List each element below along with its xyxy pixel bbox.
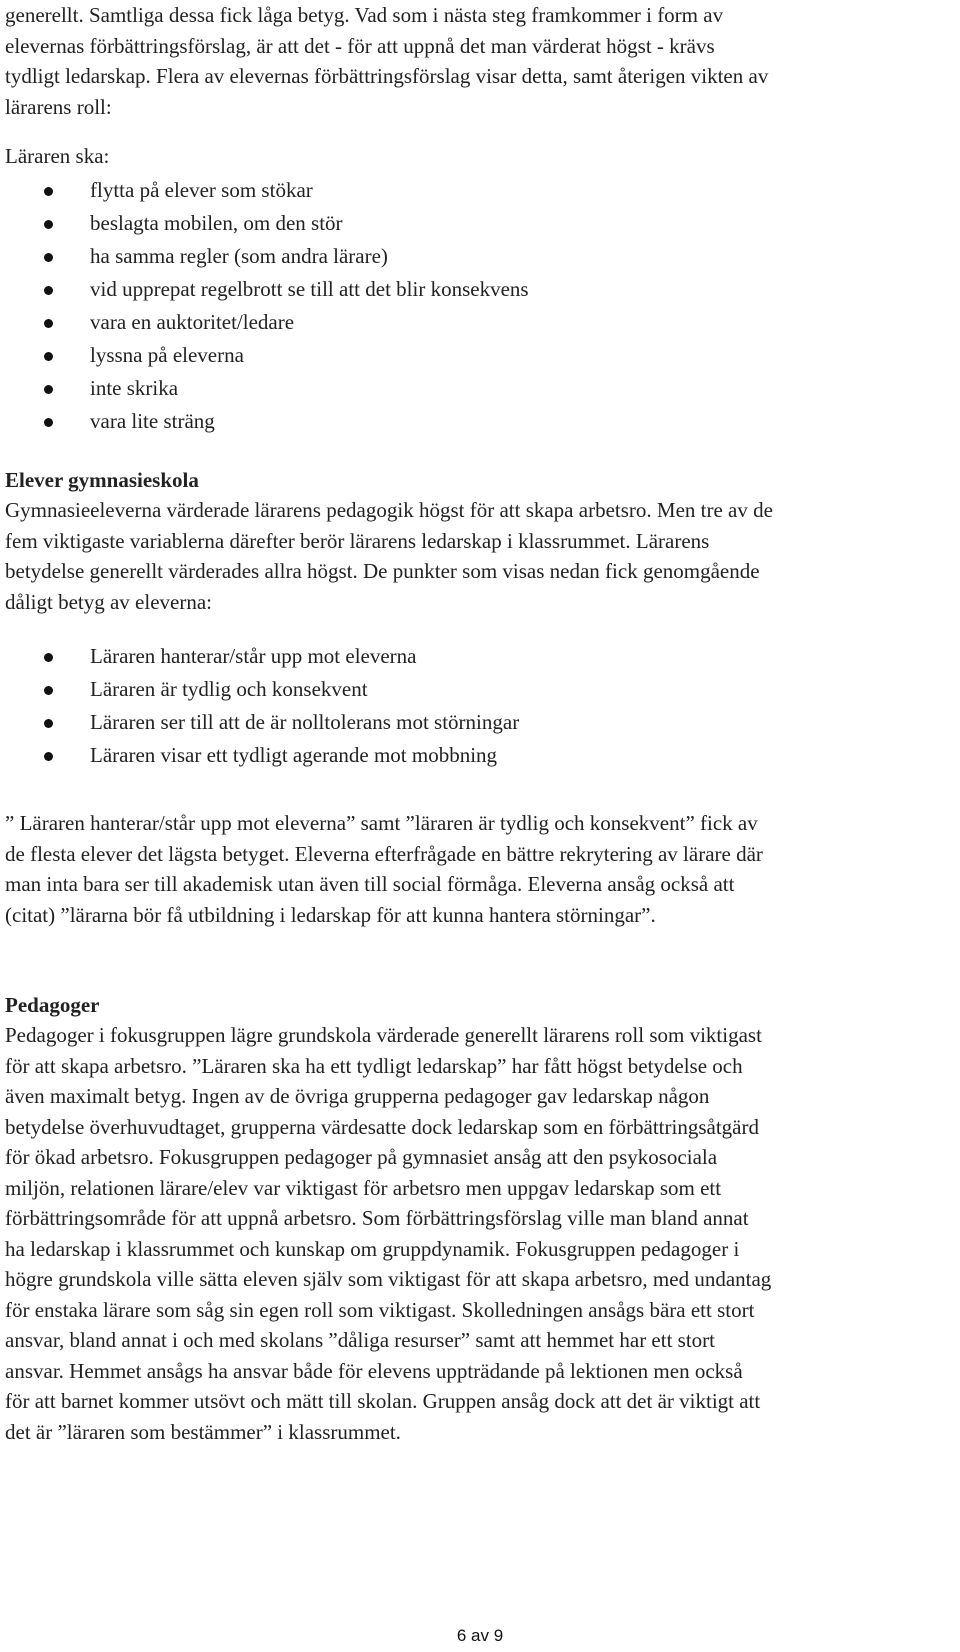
section-heading-elever: Elever gymnasieskola [5, 468, 199, 492]
bullet-icon [44, 319, 53, 328]
intro-line: tydligt ledarskap. Flera av elevernas förbättringsförslag visar detta, samt återigen vikten av [5, 64, 769, 88]
page-number: 6 av 9 [456, 1626, 504, 1645]
list-item: Läraren ser till att de är nolltolerans mot störningar [0, 706, 519, 739]
bullet-icon [44, 352, 53, 361]
intro-line: generellt. Samtliga dessa fick låga betyg. Vad som i nästa steg framkommer i form av [5, 3, 724, 27]
list-item: vara en auktoritet/ledare [0, 306, 529, 339]
section2-paragraph: Pedagoger i fokusgruppen lägre grundskola värderade generellt lärarens roll som viktigast för att skapa arbetsro. ”Läraren ska ha ett tydligt ledarskap” har fått högst betydelse och även maximalt betyg. Ingen av de övriga grupperna pedagoger gav ledarskap någon betydelse överhuvudtaget, grupperna värdesatte dock ledarskap som en förbättringsåtgärd för ökad arbetsro. Fokusgruppen pedagoger på gymnasiet ansåg att den psykosociala miljön, relationen lärare/elev var viktigast för arbetsro men uppgav ledarskap som ett förbättringsområde för att uppnå arbetsro. Som förbättringsförslag ville man bland annat ha ledarskap i klassrummet och kunskap om gruppdynamik. Fokusgruppen pedagoger i högre grundskola ville sätta eleven själv som viktigast för att skapa arbetsro, med undantag för enstaka lärare som såg sin egen roll som viktigast. Skolledningen ansågs bära ett stort ansvar, bland annat i och med skolans ”dåliga resurser” samt att hemmet har ett stort ansvar. Hemmet ansågs ha ansvar både för elevens uppträdande på lektionen men också för att barnet kommer utsövt och mätt till skolan. Gruppen ansåg dock att det är viktigt att det är ”läraren som bestämmer” i klassrummet. [5, 1023, 772, 1444]
bullet-icon [44, 286, 53, 295]
list-item: Läraren är tydlig och konsekvent [0, 673, 519, 706]
list-item: ha samma regler (som andra lärare) [0, 240, 529, 273]
intro-line: elevernas förbättringsförslag, är att det - för att uppnå det man värderat högst - krävs [5, 33, 715, 58]
list-item: vid upprepat regelbrott se till att det blir konsekvens [0, 273, 529, 306]
section1-after-paragraph: ” Läraren hanterar/står upp mot eleverna” samt ”läraren är tydlig och konsekvent” fick av de flesta elever det lägsta betyget. Eleverna efterfrågade en bättre rekrytering av lärare där man inta bara ser till akademisk utan även till social förmåga. Eleverna ansåg också att (citat) ”lärarna bör få utbildning i ledarskap för att kunna hantera störningar”. [5, 811, 763, 927]
bullet-icon [44, 752, 53, 761]
list-item: Läraren hanterar/står upp mot eleverna [0, 640, 519, 673]
section-heading-pedagoger: Pedagoger [5, 993, 100, 1017]
list-item: lyssna på eleverna [0, 339, 529, 372]
list-item: Läraren visar ett tydligt agerande mot mobbning [0, 739, 519, 772]
bullet-icon [44, 220, 53, 229]
intro-paragraph [5, 0, 945, 122]
bullet-icon [44, 686, 53, 695]
list-item: inte skrika [0, 372, 529, 405]
teacher-list [0, 174, 529, 438]
bullet-icon [44, 653, 53, 662]
bullet-icon [44, 253, 53, 262]
bullet-icon [44, 418, 53, 427]
bullet-icon [44, 187, 53, 196]
section1-paragraph: Gymnasieeleverna värderade lärarens pedagogik högst för att skapa arbetsro. Men tre av de fem viktigaste variablerna därefter berör lärarens ledarskap i klassrummet. Lärarens betydelse generellt värderades allra högst. De punkter som visas nedan fick genomgående dåligt betyg av eleverna: [5, 498, 773, 614]
list-item: flytta på elever som stökar [0, 174, 529, 207]
bullet-icon [44, 719, 53, 728]
student-list [0, 640, 519, 772]
list-item: beslagta mobilen, om den stör [0, 207, 529, 240]
teacher-intro: Läraren ska: [5, 144, 110, 168]
intro-line: lärarens roll: [5, 94, 112, 119]
bullet-icon [44, 385, 53, 394]
list-item: vara lite sträng [0, 405, 529, 438]
